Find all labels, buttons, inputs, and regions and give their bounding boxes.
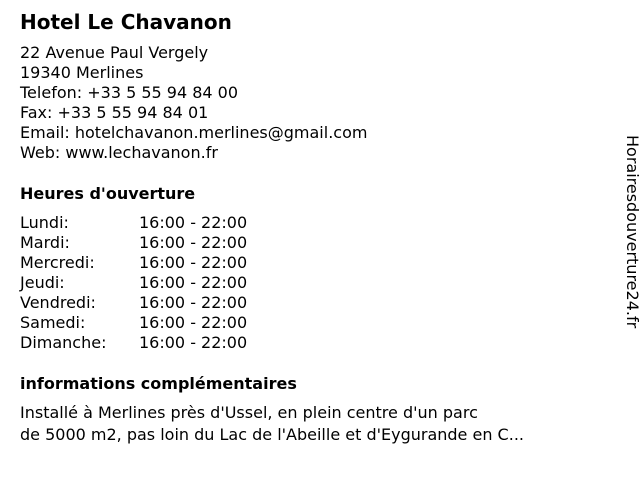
- time-range: 16:00 - 22:00: [139, 273, 248, 292]
- hours-heading: Heures d'ouverture: [20, 184, 196, 203]
- web-text: Web: www.lechavanon.fr: [20, 143, 218, 162]
- day-label: Jeudi:: [20, 273, 65, 292]
- description-line-1: Installé à Merlines près d'Ussel, en plein centre d'un parc: [20, 403, 478, 422]
- email-text: Email: hotelchavanon.merlines@gmail.com: [20, 123, 368, 142]
- hours-row: [20, 253, 247, 273]
- phone-text: Telefon: +33 5 55 94 84 00: [20, 83, 239, 102]
- day-label: Mercredi:: [20, 253, 95, 272]
- site-watermark: Horairesdouverture24.fr: [623, 135, 642, 329]
- contact-block: [20, 43, 367, 163]
- hours-table: [20, 213, 247, 353]
- hotel-name: Hotel Le Chavanon: [20, 10, 232, 34]
- time-range: 16:00 - 22:00: [139, 213, 248, 232]
- time-range: 16:00 - 22:00: [139, 313, 248, 332]
- info-description: [20, 402, 524, 446]
- hours-row: [20, 333, 247, 353]
- day-label: Samedi:: [20, 313, 86, 332]
- time-range: 16:00 - 22:00: [139, 293, 248, 312]
- hours-row: [20, 233, 247, 253]
- day-label: Mardi:: [20, 233, 70, 252]
- day-label: Vendredi:: [20, 293, 96, 312]
- fax-text: Fax: +33 5 55 94 84 01: [20, 103, 209, 122]
- address-line-1: 22 Avenue Paul Vergely: [20, 43, 209, 62]
- time-range: 16:00 - 22:00: [139, 233, 248, 252]
- day-label: Lundi:: [20, 213, 69, 232]
- time-range: 16:00 - 22:00: [139, 253, 248, 272]
- address-line-2: 19340 Merlines: [20, 63, 144, 82]
- hours-row: [20, 293, 247, 313]
- hours-row: [20, 213, 247, 233]
- hours-row: [20, 313, 247, 333]
- hours-row: [20, 273, 247, 293]
- description-line-2: de 5000 m2, pas loin du Lac de l'Abeille et d'Eygurande en C...: [20, 425, 524, 444]
- time-range: 16:00 - 22:00: [139, 333, 248, 352]
- day-label: Dimanche:: [20, 333, 107, 352]
- info-heading: informations complémentaires: [20, 374, 297, 393]
